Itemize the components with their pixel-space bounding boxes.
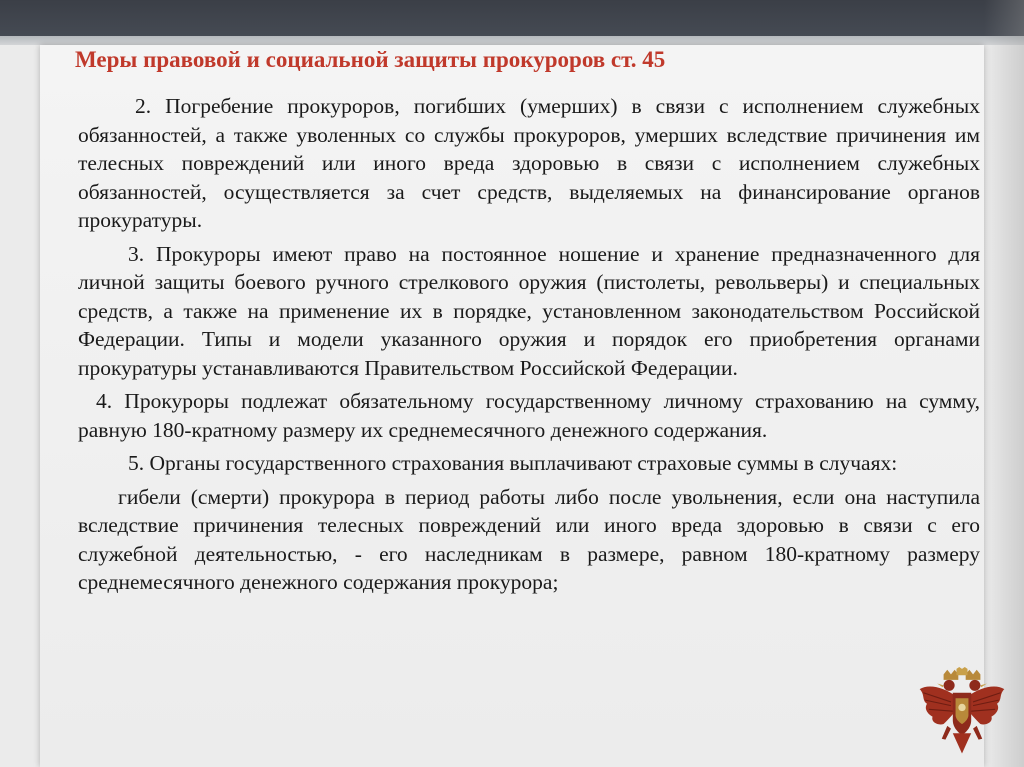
paragraph-3-weapons: 3. Прокуроры имеют право на постоянное ношение и хранение предназначенного для личной защиты боевого ручного стрелкового оружия (пистолеты, револьверы) и специальных средств, а также на применение их в порядке, установленном законодательством Российской Федерации. Типы и модели указанного оружия и порядок его приобретения органами прокуратуры устанавливаются Правительством Российской Федерации. xyxy=(78,241,980,380)
paragraph-2-burial: 2. Погребение прокуроров, погибших (умерших) в связи с исполнением служебных обязанностей, а также уволенных со службы прокуроров, умерших вследствие причинения им телесных повреждений или иного вреда здоровью в связи с исполнением служебных обязанностей, осуществляется за счет средств, выделяемых на финансирование органов прокуратуры. xyxy=(78,94,980,232)
paragraph-4-insurance: 4. Прокуроры подлежат обязательному государственному личному страхованию на сумму, равную 180-кратному размеру их среднемесячного денежного содержания. xyxy=(78,389,980,442)
top-bar xyxy=(0,0,1024,36)
right-shade xyxy=(984,0,1024,767)
double-headed-eagle-icon xyxy=(916,667,1008,759)
paragraph-5-payments: 5. Органы государственного страхования выплачивают страховые суммы в случаях: xyxy=(128,451,898,475)
paragraph-death-case: гибели (смерти) прокурора в период работы либо после увольнения, если она наступила вследствие причинения телесных повреждений или иного вреда здоровью в связи с его служебной деятельностью, - его наследникам в размере, равном 180-кратному размеру среднемесячного денежного содержания прокурора; xyxy=(78,484,980,594)
slide-title: Меры правовой и социальной защиты прокуроров ст. 45 xyxy=(75,47,666,72)
slide-body xyxy=(78,92,980,602)
top-stripe xyxy=(0,36,1024,45)
